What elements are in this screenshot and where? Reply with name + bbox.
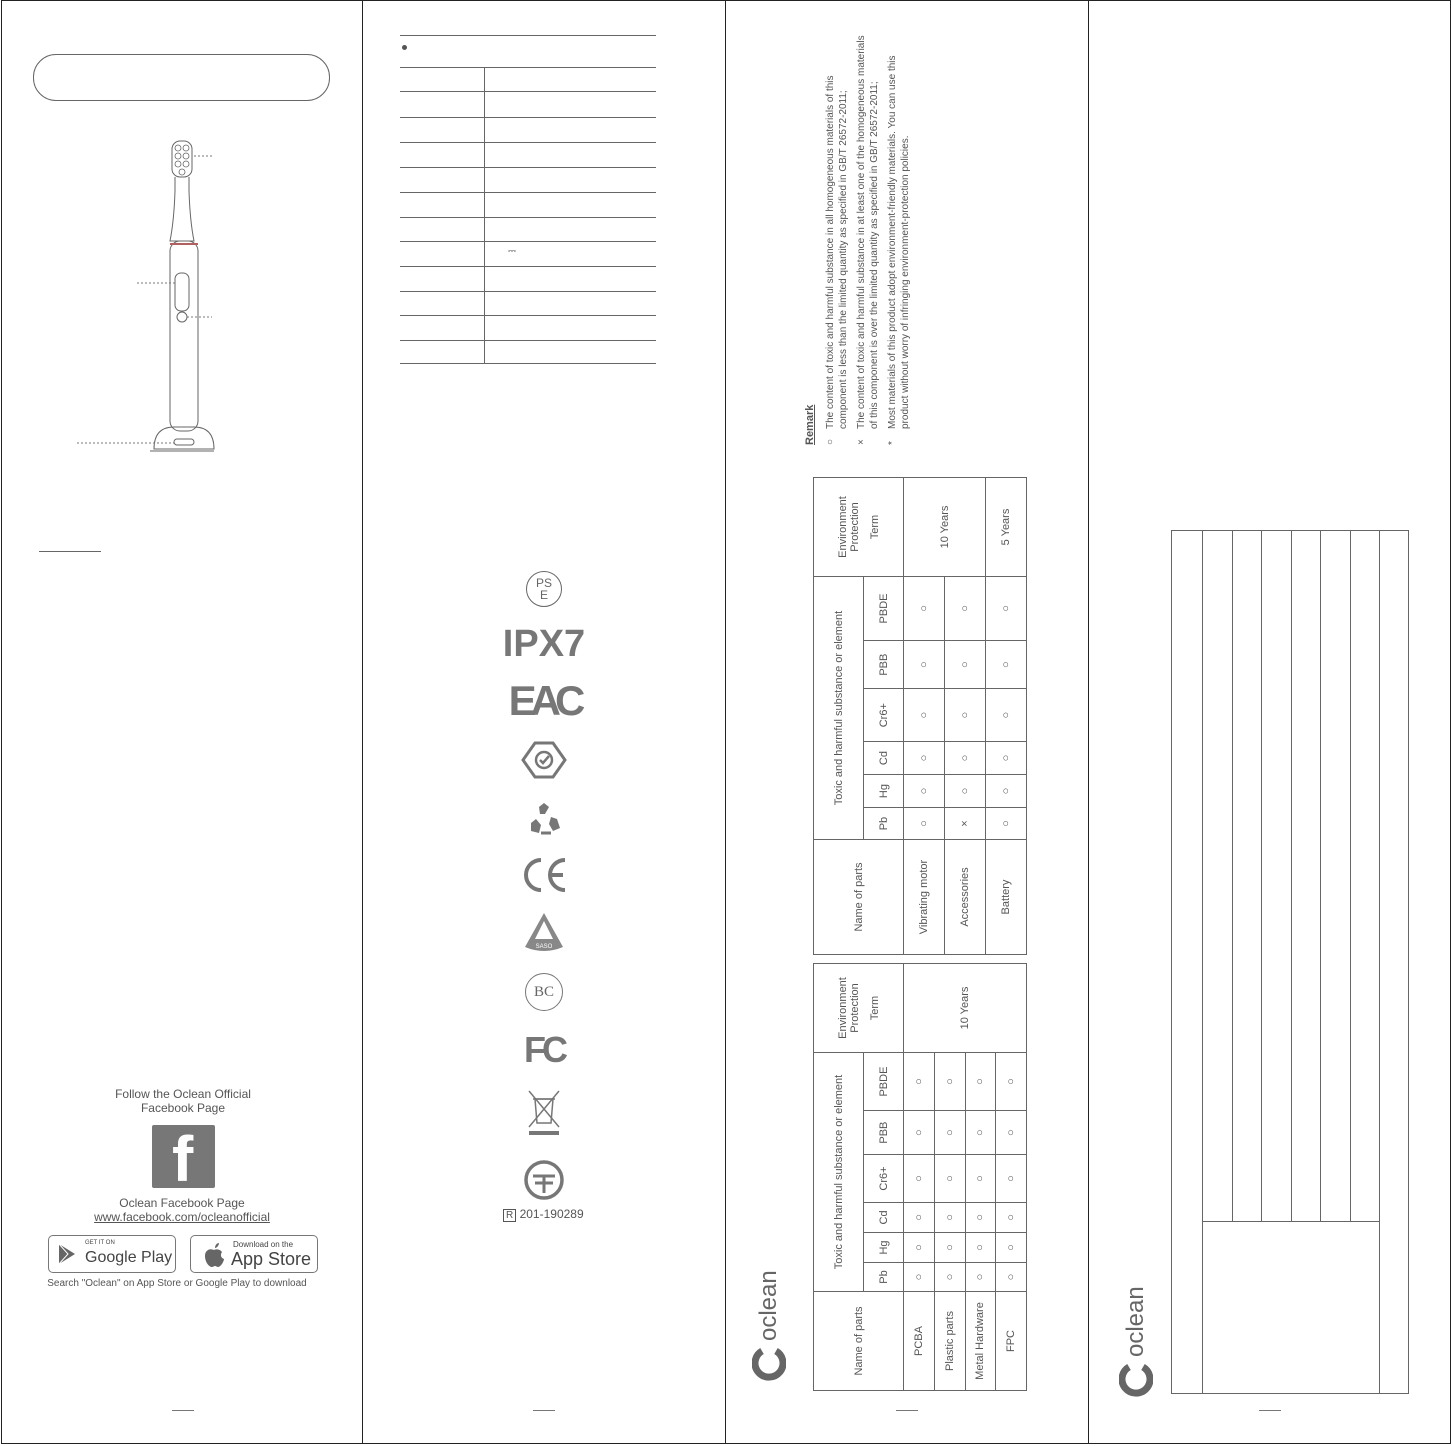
remark-title: Remark: [804, 404, 816, 445]
app-store-small: Download on the: [233, 1240, 294, 1249]
pse-mark: PS E: [526, 571, 562, 607]
app-store-badge[interactable]: [190, 1235, 318, 1273]
eac-mark: EAC: [508, 677, 580, 724]
panel-4: [1089, 0, 1451, 1444]
table-row: FPC ○ ○ ○ ○ ○ ○: [996, 964, 1027, 1391]
app-store-big: App Store: [231, 1249, 312, 1269]
toothbrush-diagram: [62, 131, 232, 461]
oclean-logo-icon: [1119, 1363, 1153, 1397]
remark-block: [804, 25, 912, 445]
fcc-mark: FC: [524, 1029, 564, 1070]
table-row: Metal Hardware ○ ○ ○ ○ ○ ○: [965, 964, 996, 1391]
google-play-big: Google Play: [85, 1249, 173, 1266]
col-substances-header: Toxic and harmful substance or element: [814, 1053, 864, 1292]
remark-item: × The content of toxic and harmful substance in at least one of the homogeneous materials of this component is over the limited quantity as specified in GB/T 26572-2011;: [856, 35, 880, 445]
table-row: PCBA ○ ○ ○ ○ ○ ○ 10 Years: [904, 964, 935, 1391]
r-box: R: [503, 1209, 516, 1222]
facebook-caption: Oclean Facebook Page: [119, 1196, 245, 1210]
warranty-table: [1171, 530, 1409, 1394]
saso-mark: [523, 911, 565, 953]
facebook-link[interactable]: www.facebook.com/ocleanofficial: [94, 1210, 270, 1224]
section-underline: [39, 551, 101, 552]
col-name-header: Name of parts: [814, 1292, 904, 1391]
spec-top-rule: [400, 35, 656, 36]
rohs-table-1: Name of parts Toxic and harmful substance or element Environment Protection Term Pb Hg Cd Cr6+ PBB PBDE PCBA ○ ○ ○ ○ ○ ○ 10 Years Plastic parts ○ ○ ○ ○ ○ ○ Metal Hardware ○ ○ ○ ○ ○ ○ FPC ○ ○ ○ ○ ○ ○: [813, 963, 1027, 1391]
registration-line: [503, 1207, 584, 1222]
facebook-icon[interactable]: f: [152, 1125, 215, 1188]
page-marker: [172, 1410, 194, 1411]
col-substances-header: Toxic and harmful substance or element: [814, 577, 864, 840]
oclean-logo: [1119, 1286, 1153, 1397]
social-heading: Follow the Oclean Official Facebook Page: [115, 1087, 251, 1115]
oclean-logo-icon: [752, 1347, 786, 1381]
remark-item: * Most materials of this product adopt environment-friendly materials. You can use this product without worry of infringing environment-protection policies.: [887, 55, 911, 445]
dc-symbol: ⎓: [508, 246, 516, 257]
table-row: Plastic parts ○ ○ ○ ○ ○ ○: [934, 964, 965, 1391]
rohs-table-2: Name of parts Toxic and harmful substance or element Environment Protection Term Pb Hg Cd Cr6+ PBB PBDE Vibrating motor ○ ○ ○ ○ ○ ○ 10 Years Accessories × ○ ○ ○ ○ ○ Battery ○ ○ ○ ○ ○ ○ 5 Years: [813, 477, 1027, 955]
oclean-wordmark: oclean: [755, 1270, 782, 1341]
telec-mark: [523, 1159, 565, 1201]
bc-mark: BC: [525, 973, 563, 1011]
page-marker: [896, 1410, 918, 1411]
page-marker: [533, 1410, 555, 1411]
google-play-small: GET IT ON: [85, 1240, 115, 1246]
ce-mark: [521, 857, 569, 893]
col-protection-header: Environment Protection Term: [814, 964, 904, 1053]
page-marker: [1259, 1410, 1281, 1411]
rcm-mark: [521, 741, 567, 779]
panel-3: [726, 0, 1089, 1444]
google-play-icon: [57, 1243, 77, 1265]
apple-icon: [203, 1242, 225, 1268]
panel-2: [363, 0, 726, 1444]
panel-1: [1, 0, 363, 1444]
svg-text:SASO: SASO: [535, 944, 553, 950]
spec-bullet: [402, 45, 407, 50]
ipx7-mark: IPX7: [502, 623, 586, 665]
recycle-icon: [527, 803, 561, 835]
title-box: [33, 54, 330, 101]
registration-number: 201-190289: [519, 1207, 584, 1221]
col-protection-header: Environment Protection Term: [814, 478, 904, 577]
oclean-logo: [752, 1270, 786, 1381]
table-row: Battery ○ ○ ○ ○ ○ ○ 5 Years: [986, 478, 1027, 955]
table-row: Accessories × ○ ○ ○ ○ ○: [945, 478, 986, 955]
remark-item: ○ The content of toxic and harmful substance in all homogeneous materials of this component is less than the limited quantity as specified in GB/T 26572-2011;: [825, 75, 849, 445]
oclean-wordmark: oclean: [1122, 1286, 1149, 1357]
google-play-badge[interactable]: [48, 1235, 176, 1273]
weee-bin-icon: [527, 1089, 561, 1137]
col-name-header: Name of parts: [814, 840, 904, 955]
app-search-hint: Search "Oclean" on App Store or Google Play to download: [47, 1278, 307, 1289]
table-row: Vibrating motor ○ ○ ○ ○ ○ ○ 10 Years: [904, 478, 945, 955]
